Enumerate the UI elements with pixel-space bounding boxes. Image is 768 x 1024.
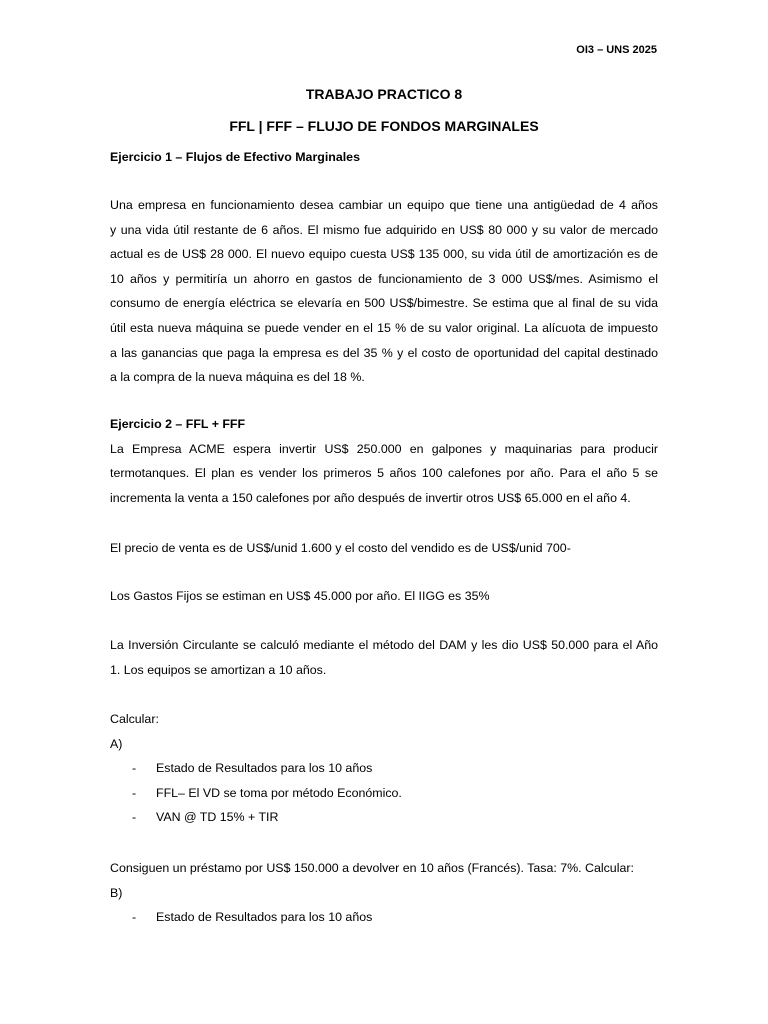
document-title: TRABAJO PRACTICO 8	[305, 86, 463, 102]
price-paragraph	[110, 536, 658, 561]
exercise-2-section	[110, 412, 658, 510]
paragraph-line: La Empresa ACME espera invertir US$ 250.000 en galpones y maquinarias para producir	[110, 441, 658, 456]
exercise-1-section	[110, 145, 658, 170]
calcular-label: Calcular:	[110, 712, 159, 726]
list-item	[110, 805, 658, 830]
paragraph-line: 1. Los equipos se amortizan a 10 años.	[110, 662, 327, 677]
paragraph-line: actual es de US$ 28 000. El nuevo equipo cuesta US$ 135 000, su vida útil de amortización es de	[110, 247, 658, 262]
list-item-text: FFL– El VD se toma por método Económico.	[156, 785, 402, 800]
dash-marker: -	[132, 910, 137, 925]
paragraph-line: incrementa la venta a 150 calefones por año después de invertir otros US$ 65.000 en el año 4.	[110, 490, 631, 505]
paragraph-line: termotanques. El plan es vender los primeros 5 años 100 calefones por año. Para el año 5 se	[110, 466, 658, 481]
paragraph-line: Los Gastos Fijos se estiman en US$ 45.000 por año. El IIGG es 35%	[110, 589, 490, 603]
list-item-text: Estado de Resultados para los 10 años	[156, 761, 373, 776]
part-b-section	[110, 856, 658, 930]
part-a-label: A)	[110, 736, 123, 751]
list-item	[110, 905, 658, 930]
paragraph-line: 10 años y permitiría un ahorro en gastos de funcionamiento de 3 000 US$/mes. Asimismo el	[110, 271, 658, 286]
dash-marker: -	[132, 810, 137, 825]
dash-marker: -	[132, 761, 137, 776]
part-b-list	[110, 905, 658, 930]
paragraph-line: y una vida útil restante de 6 años. El mismo fue adquirido en US$ 80 000 y su valor de mercado	[110, 222, 658, 237]
paragraph-line: Una empresa en funcionamiento desea cambiar un equipo que tiene una antigüedad de 4 años	[110, 198, 658, 212]
list-item	[110, 781, 658, 806]
exercise-1-heading: Ejercicio 1 – Flujos de Efectivo Marginales	[110, 150, 360, 164]
part-a-section	[110, 707, 658, 830]
list-item-text: Estado de Resultados para los 10 años	[156, 910, 373, 925]
loan-line: Consiguen un préstamo por US$ 150.000 a devolver en 10 años (Francés). Tasa: 7%. Calcular:	[110, 861, 634, 875]
working-capital-paragraph	[110, 633, 658, 682]
paragraph-line: a la compra de la nueva máquina es del 18 %.	[110, 370, 365, 385]
paragraph-line: El precio de venta es de US$/unid 1.600 y el costo del vendido es de US$/unid 700-	[110, 541, 571, 555]
document-subtitle: FFL | FFF – FLUJO DE FONDOS MARGINALES	[229, 118, 539, 134]
exercise-2-heading: Ejercicio 2 – FFL + FFF	[110, 417, 246, 431]
exercise-1-paragraph	[110, 193, 658, 390]
part-a-list	[110, 756, 658, 830]
dash-marker: -	[132, 785, 137, 800]
paragraph-line: La Inversión Circulante se calculó mediante el método del DAM y les dio US$ 50.000 para el Año	[110, 638, 658, 652]
course-tag: OI3 – UNS 2025	[576, 44, 657, 56]
paragraph-line: consumo de energía eléctrica se elevaría en 500 US$/bimestre. Se estima que al final de su vida	[110, 296, 658, 311]
paragraph-line: útil esta nueva máquina se puede vender en el 15 % de su valor original. La alícuota de impuesto	[110, 320, 658, 335]
fixed-costs-paragraph	[110, 584, 658, 609]
list-item-text: VAN @ TD 15% + TIR	[156, 810, 279, 825]
list-item	[110, 756, 658, 781]
part-b-label: B)	[110, 885, 123, 900]
paragraph-line: a las ganancias que paga la empresa es del 35 % y el costo de oportunidad del capital destinado	[110, 345, 658, 360]
